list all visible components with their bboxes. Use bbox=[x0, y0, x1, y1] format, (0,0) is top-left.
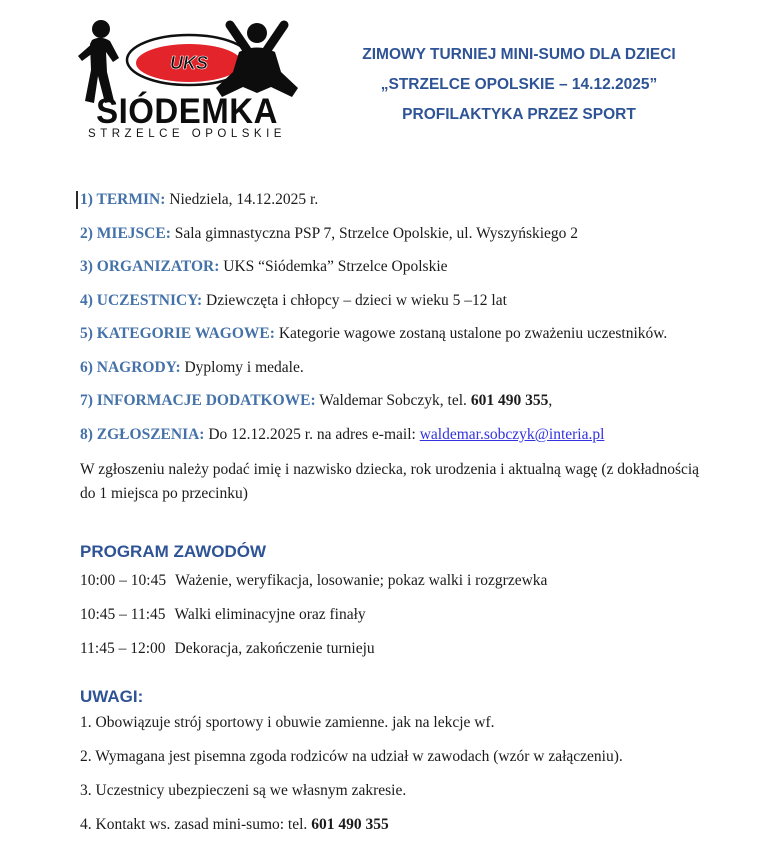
submission-note: W zgłoszeniu należy podać imię i nazwisko dziecka, rok urodzenia i aktualną wagę (z dokładnością do 1 miejsca po przecinku) bbox=[80, 461, 700, 503]
info-item-uczestnicy bbox=[80, 291, 708, 310]
info-item-miejsce bbox=[80, 224, 708, 243]
info-text: Do 12.12.2025 r. na adres e-mail: bbox=[204, 425, 420, 443]
uwagi-item bbox=[80, 781, 708, 800]
program-heading: PROGRAM ZAWODÓW bbox=[80, 542, 267, 562]
title-line-2: „STRZELCE OPOLSKIE – 14.12.2025” bbox=[380, 76, 658, 93]
uwagi-text: 4. Kontakt ws. zasad mini-sumo: tel. bbox=[80, 816, 312, 834]
info-text: Sala gimnastyczna PSP 7, Strzelce Opolskie, ul. Wyszyńskiego 2 bbox=[170, 224, 579, 242]
info-item-kategorie bbox=[80, 324, 708, 343]
info-item-informacje bbox=[80, 391, 708, 410]
uwagi-text: 3. Uczestnicy ubezpieczeni są we własnym zakresie. bbox=[80, 782, 407, 800]
uwagi-text: 2. Wymagana jest pisemna zgoda rodziców na udział w zawodach (wzór w załączeniu). bbox=[80, 748, 623, 766]
document-header bbox=[0, 0, 764, 140]
info-label: 8) ZGŁOSZENIA: bbox=[80, 425, 205, 443]
uwagi-item bbox=[80, 747, 708, 766]
info-item-termin bbox=[80, 190, 708, 209]
info-item-organizator bbox=[80, 257, 708, 276]
info-item-nagrody bbox=[80, 358, 708, 377]
document-title bbox=[314, 14, 724, 140]
info-label: 6) NAGRODY: bbox=[80, 358, 181, 376]
info-label: 7) INFORMACJE DODATKOWE: bbox=[80, 392, 316, 410]
uwagi-heading: UWAGI: bbox=[80, 687, 144, 707]
program-time: 11:45 – 12:00 bbox=[80, 640, 166, 658]
logo-city-text: STRZELCE OPOLSKIE bbox=[88, 128, 286, 141]
program-row bbox=[80, 605, 708, 624]
info-item-zgloszenia bbox=[80, 425, 708, 444]
program-row bbox=[80, 639, 708, 658]
title-line-1: ZIMOWY TURNIEJ MINI-SUMO DLA DZIECI bbox=[362, 46, 676, 63]
info-text: Dyplomy i medale. bbox=[180, 358, 304, 376]
info-label: 2) MIEJSCE: bbox=[80, 224, 171, 242]
info-text: Dziewczęta i chłopcy – dzieci w wieku 5 –12 lat bbox=[202, 291, 507, 309]
uwagi-section bbox=[80, 687, 708, 834]
info-label: 3) ORGANIZATOR: bbox=[80, 258, 220, 276]
info-label: 1) TERMIN: bbox=[80, 191, 166, 209]
phone-number: 601 490 355 bbox=[470, 392, 549, 410]
info-text: Kategorie wagowe zostaną ustalone po zważeniu uczestników. bbox=[274, 325, 668, 343]
logo-uks-text: UKS bbox=[169, 53, 209, 73]
info-label: 4) UCZESTNICY: bbox=[80, 291, 203, 309]
info-text: UKS “Siódemka” Strzelce Opolskie bbox=[219, 258, 448, 276]
uwagi-item bbox=[80, 713, 708, 732]
club-logo bbox=[60, 14, 314, 140]
uwagi-item bbox=[80, 815, 708, 834]
program-desc: Ważenie, weryfikacja, losowanie; pokaz walki i rozgrzewka bbox=[175, 572, 548, 590]
program-time: 10:45 – 11:45 bbox=[80, 606, 166, 624]
program-desc: Walki eliminacyjne oraz finały bbox=[174, 606, 366, 624]
uwagi-text: 1. Obowiązuje strój sportowy i obuwie zamienne. jak na lekcje wf. bbox=[80, 714, 495, 732]
program-desc: Dekoracja, zakończenie turnieju bbox=[174, 640, 375, 658]
info-text-after: , bbox=[548, 392, 553, 410]
program-time: 10:00 – 10:45 bbox=[80, 572, 167, 590]
document-body bbox=[80, 190, 708, 834]
program-section bbox=[80, 542, 708, 658]
email-link[interactable]: waldemar.sobczyk@interia.pl bbox=[419, 425, 605, 443]
text-cursor bbox=[76, 191, 78, 209]
program-row bbox=[80, 571, 708, 590]
info-label: 5) KATEGORIE WAGOWE: bbox=[80, 325, 275, 343]
title-line-3: PROFILAKTYKA PRZEZ SPORT bbox=[402, 106, 636, 123]
logo-club-name: SIÓDEMKA bbox=[96, 90, 278, 131]
info-text: Waldemar Sobczyk, tel. bbox=[315, 392, 471, 410]
info-text: Niedziela, 14.12.2025 r. bbox=[165, 191, 319, 209]
phone-number: 601 490 355 bbox=[311, 816, 389, 834]
